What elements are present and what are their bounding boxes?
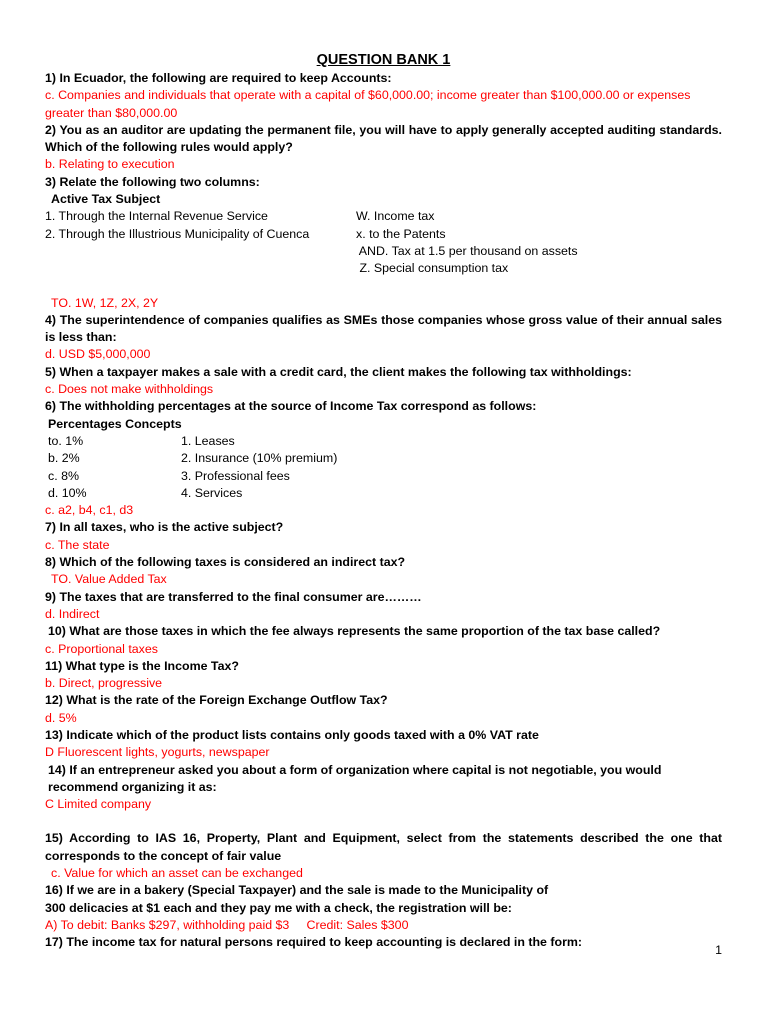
answer-15: c. Value for which an asset can be exchanged <box>51 866 303 881</box>
concept-cell: 4. Services <box>181 485 243 500</box>
question-13: 13) Indicate which of the product lists contains only goods taxed with a 0% VAT rate <box>45 727 539 742</box>
question-1: 1) In Ecuador, the following are required to keep Accounts: <box>45 71 392 85</box>
table-row <box>45 468 722 485</box>
left-cell <box>45 243 356 260</box>
question-6-table <box>45 433 722 502</box>
question-15: 15) According to IAS 16, Property, Plant and Equipment, select from the statements described the one that corresponds to the concept of fair value <box>45 831 722 863</box>
page-title: QUESTION BANK 1 <box>316 52 451 68</box>
question-8: 8) Which of the following taxes is considered an indirect tax? <box>45 555 406 570</box>
question-3-header: Active Tax Subject <box>51 192 161 207</box>
blank-line <box>45 278 722 295</box>
table-row <box>45 260 722 277</box>
answer-2: b. Relating to execution <box>45 157 175 172</box>
left-cell <box>45 260 356 277</box>
question-2: 2) You as an auditor are updating the permanent file, you will have to apply generally accepted auditing standards. Which of the following rules would apply? <box>45 122 722 155</box>
question-14: 14) If an entrepreneur asked you about a form of organization where capital is not negotiable, you would recommend organizing it as: <box>48 762 662 794</box>
question-12: 12) What is the rate of the Foreign Exchange Outflow Tax? <box>45 693 388 708</box>
concept-cell: 2. Insurance (10% premium) <box>181 451 338 466</box>
blank-line <box>45 813 722 830</box>
right-cell: Z. Special consumption tax <box>356 261 509 276</box>
answer-4: d. USD $5,000,000 <box>45 347 151 362</box>
question-6: 6) The withholding percentages at the source of Income Tax correspond as follows: <box>45 399 537 414</box>
question-17: 17) The income tax for natural persons required to keep accounting is declared in the form: <box>45 935 583 950</box>
percentage-cell: b. 2% <box>48 451 80 466</box>
table-row <box>45 485 722 502</box>
question-7: 7) In all taxes, who is the active subject? <box>45 520 284 535</box>
question-16-line-2: 300 delicacies at $1 each and they pay me with a check, the registration will be: <box>45 900 512 915</box>
left-cell: 2. Through the Illustrious Municipality of Cuenca <box>45 226 310 241</box>
answer-13: D Fluorescent lights, yogurts, newspaper <box>45 745 270 760</box>
table-row <box>45 433 722 450</box>
answer-10: c. Proportional taxes <box>45 641 158 656</box>
answer-3: TO. 1W, 1Z, 2X, 2Y <box>51 295 159 310</box>
question-bank-content <box>45 50 722 952</box>
right-cell: x. to the Patents <box>356 226 446 241</box>
page-number: 1 <box>715 943 722 957</box>
answer-8: TO. Value Added Tax <box>51 572 167 587</box>
question-3: 3) Relate the following two columns: <box>45 174 260 189</box>
question-16-line-1: 16) If we are in a bakery (Special Taxpayer) and the sale is made to the Municipality of <box>45 883 549 898</box>
right-cell: AND. Tax at 1.5 per thousand on assets <box>356 243 578 258</box>
answer-6: c. a2, b4, c1, d3 <box>45 503 134 518</box>
table-row <box>45 450 722 467</box>
question-5: 5) When a taxpayer makes a sale with a credit card, the client makes the following tax withholdings: <box>45 364 632 379</box>
concept-cell: 3. Professional fees <box>181 468 290 483</box>
answer-14: C Limited company <box>45 797 152 812</box>
question-6-header: Percentages Concepts <box>48 416 182 431</box>
concept-cell: 1. Leases <box>181 433 235 448</box>
percentage-cell: to. 1% <box>48 433 84 448</box>
answer-1: c. Companies and individuals that operate with a capital of $60,000.00; income greater than $100,000.00 or expenses greater than $80,000.00 <box>45 88 691 120</box>
question-10: 10) What are those taxes in which the fee always represents the same proportion of the tax base called? <box>48 624 661 639</box>
table-row <box>45 208 722 225</box>
question-9: 9) The taxes that are transferred to the final consumer are……… <box>45 589 422 604</box>
answer-11: b. Direct, progressive <box>45 676 163 691</box>
right-cell: W. Income tax <box>356 209 435 224</box>
answer-9: d. Indirect <box>45 606 100 621</box>
table-row <box>45 243 722 260</box>
table-row <box>45 226 722 243</box>
question-3-table <box>45 208 722 277</box>
percentage-cell: d. 10% <box>48 485 87 500</box>
answer-7: c. The state <box>45 537 110 552</box>
answer-16: A) To debit: Banks $297, withholding paid $3 Credit: Sales $300 <box>45 917 409 932</box>
answer-12: d. 5% <box>45 710 77 725</box>
answer-5: c. Does not make withholdings <box>45 382 214 397</box>
question-11: 11) What type is the Income Tax? <box>45 658 239 673</box>
left-cell: 1. Through the Internal Revenue Service <box>45 209 268 224</box>
question-4: 4) The superintendence of companies qualifies as SMEs those companies whose gross value of their annual sales is less than: <box>45 312 722 345</box>
percentage-cell: c. 8% <box>48 468 79 483</box>
